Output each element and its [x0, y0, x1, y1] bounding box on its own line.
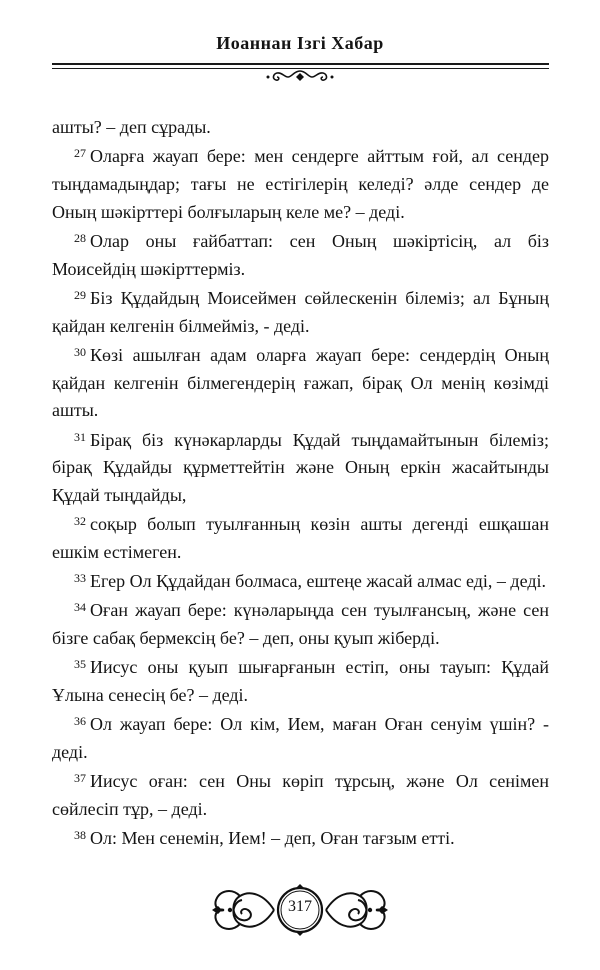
verse-number: 33: [74, 571, 86, 586]
verse-number: 34: [74, 600, 86, 615]
verse-32: [52, 511, 549, 566]
verse-text: Бірақ біз күнәкарларды Құдай тыңдамайтынын білеміз; бірақ Құдайды құрметтейтін және Оның еркін жасайтынды Құдай тыңдайды,: [52, 429, 549, 505]
verse-number: 32: [74, 514, 86, 529]
verse-38: [52, 825, 549, 853]
verse-text: соқыр болып туылғанның көзін ашты дегенді ешқашан ешкім естімеген.: [52, 514, 549, 562]
paragraph-continuation: [52, 114, 549, 142]
verse-text: ашты? – деп сұрады.: [52, 117, 211, 137]
running-header-title: Иоаннан Ізгі Хабар: [216, 33, 384, 53]
verse-number: 29: [74, 287, 86, 302]
verse-text: Иисус оны қуып шығарғанын естіп, оны тауып: Құдай Ұлына сенесің бе? – деді.: [52, 657, 549, 706]
verse-number: 37: [74, 771, 86, 786]
verse-text: Біз Құдайдың Моисеймен сөйлескенін білеміз; ал Бұның қайдан келгенін білмейміз, - деді.: [52, 287, 549, 336]
verse-text: Көзі ашылған адам оларға жауап бере: сендердің Оның қайдан келгенін білмегендерің ғажап, бірақ Ол менің көзімді ашты.: [52, 344, 549, 421]
verse-29: [52, 285, 549, 340]
verse-number: 27: [74, 146, 86, 161]
verse-number: 36: [74, 714, 86, 729]
verse-text: Егер Ол Құдайдан болмаса, ештеңе жасай алмас еді, – деді.: [90, 571, 546, 592]
verse-33: [52, 568, 549, 596]
verse-31: [52, 427, 549, 510]
verse-28: [52, 228, 549, 283]
verse-text-body: [52, 114, 549, 853]
verse-text: Ол жауап бере: Ол кім, Ием, маған Оған сенуім үшін? - деді.: [52, 714, 549, 763]
verse-text: Оларға жауап бере: мен сендерге айттым ғой, ал сендер тыңдамадыңдар; тағы не естігілерің келеді? әлде сендер де Оның шәкірттері болғыларың келе ме? – деді.: [52, 146, 549, 222]
verse-text: Ол: Мен сенемін, Ием! – деп, Оған тағзым етті.: [90, 828, 455, 849]
verse-number: 28: [74, 230, 86, 245]
verse-number: 30: [74, 344, 86, 359]
verse-number: 31: [74, 429, 86, 444]
verse-30: [52, 342, 549, 425]
page-footer: [208, 878, 392, 942]
header-rule-thick: [52, 63, 549, 65]
verse-number: 35: [74, 657, 86, 672]
verse-number: 38: [74, 828, 86, 843]
verse-text: Оған жауап бере: күнәларыңда сен туылғансың, және сен бізге сабақ бермексің бе? – деп, оны қуып жіберді.: [52, 600, 549, 649]
verse-27: [52, 143, 549, 226]
verse-text: Олар оны ғайбаттап: сен Оның шәкіртісің, ал біз Моисейдің шәкірттерміз.: [52, 230, 549, 279]
page-number: 317: [288, 898, 312, 915]
verse-34: [52, 597, 549, 652]
verse-text: Иисус оған: сен Оны көріп тұрсың, және Ол сенімен сөйлесіп тұр, – деді.: [52, 771, 549, 820]
verse-37: [52, 768, 549, 823]
header-ornament-icon: [264, 69, 336, 85]
verse-36: [52, 711, 549, 766]
verse-35: [52, 654, 549, 709]
